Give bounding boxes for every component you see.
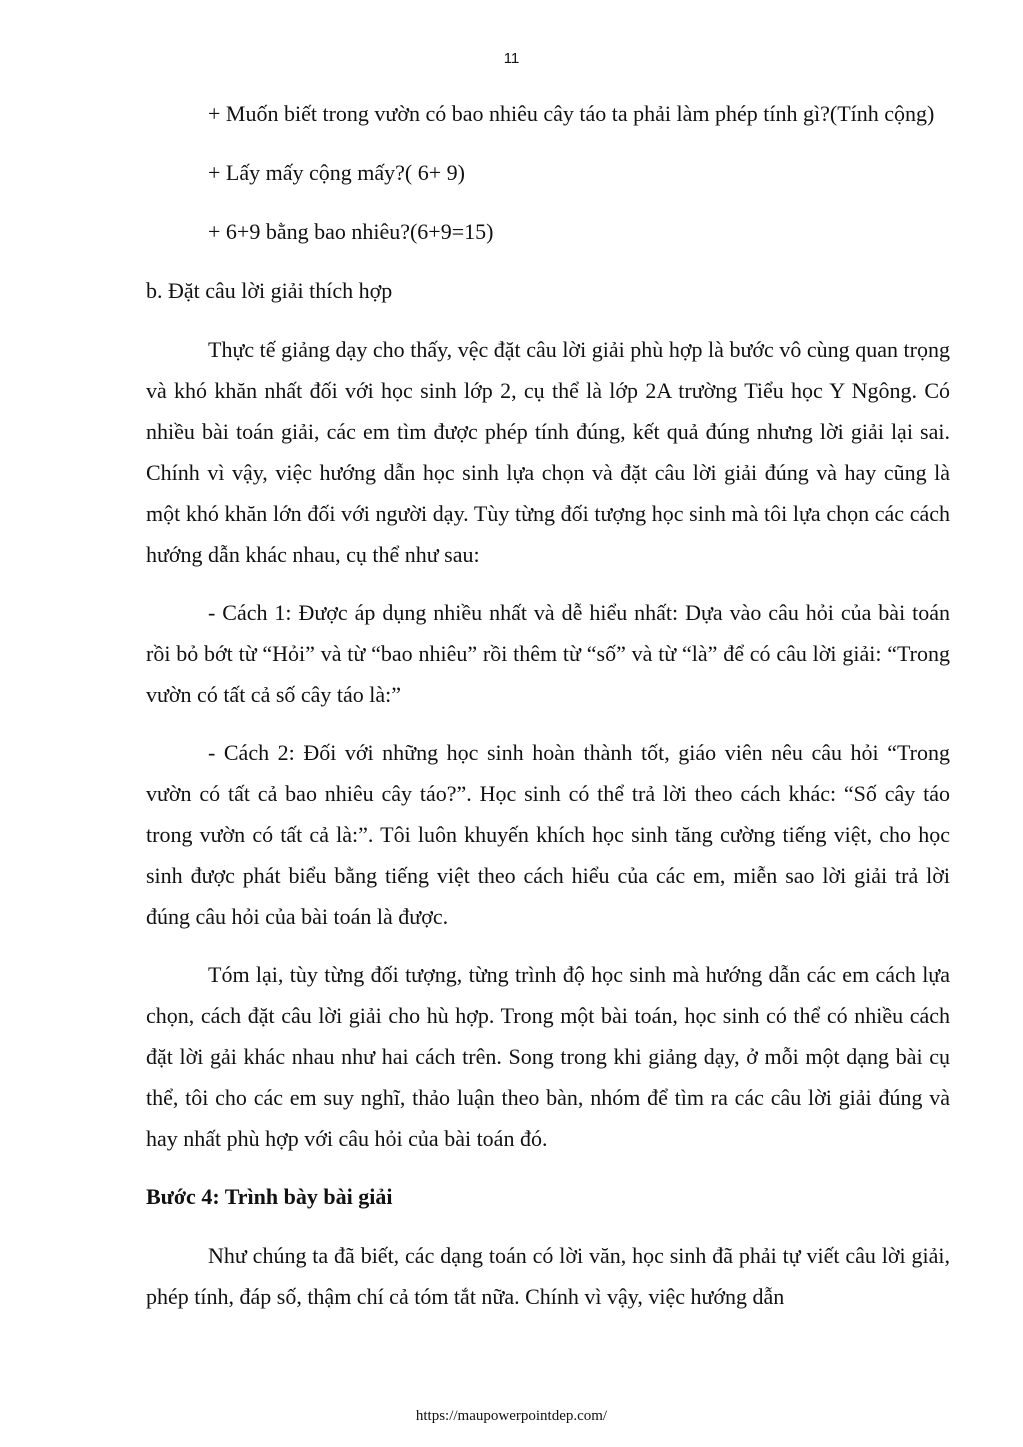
document-body	[146, 93, 950, 1317]
paragraph-summary: Tóm lại, tùy từng đối tượng, từng trình độ học sinh mà hướng dẫn các em cách lựa chọn, cách đặt câu lời giải cho hù hợp. Trong một bài toán, học sinh có thể có nhiều cách đặt lời gải khác nhau như hai cách trên. Song trong khi giảng dạy, ở mỗi một dạng bài cụ thể, tôi cho các em suy nghĩ, thảo luận theo bàn, nhóm để tìm ra các câu lời giải đúng và hay nhất phù hợp với câu hỏi của bài toán đó.	[146, 962, 950, 1151]
paragraph-question-addends: + Lấy mấy cộng mấy?( 6+ 9)	[208, 160, 465, 185]
section-heading-b: b. Đặt câu lời giải thích hợp	[146, 278, 393, 303]
paragraph-teaching-reality: Thực tế giảng dạy cho thấy, vệc đặt câu lời giải phù hợp là bước vô cùng quan trọng và khó khăn nhất đối với học sinh lớp 2, cụ thể là lớp 2A trường Tiểu học Y Ngông. Có nhiều bài toán giải, các em tìm được phép tính đúng, kết quả đúng nhưng lời giải lại sai. Chính vì vậy, việc hướng dẫn học sinh lựa chọn và đặt câu lời giải đúng và hay cũng là một khó khăn lớn đối với người dạy. Tùy từng đối tượng học sinh mà tôi lựa chọn các cách hướng dẫn khác nhau, cụ thể như sau:	[146, 337, 950, 567]
paragraph-method-2: - Cách 2: Đối với những học sinh hoàn thành tốt, giáo viên nêu câu hỏi “Trong vườn có tất cả bao nhiêu cây táo?”. Học sinh có thể trả lời theo cách khác: “Số cây táo trong vườn có tất cả là:”. Tôi luôn khuyến khích học sinh tăng cường tiếng việt, cho học sinh được phát biểu bằng tiếng việt theo cách hiểu của các em, miễn sao lời giải trả lời đúng câu hỏi của bài toán là được.	[146, 740, 950, 929]
page-number: 11	[503, 50, 520, 67]
paragraph-question-result: + 6+9 bằng bao nhiêu?(6+9=15)	[208, 219, 494, 244]
paragraph-method-1: - Cách 1: Được áp dụng nhiều nhất và dễ hiểu nhất: Dựa vào câu hỏi của bài toán rồi bỏ bớt từ “Hỏi” và từ “bao nhiêu” rồi thêm từ “số” và từ “là” để có câu lời giải: “Trong vườn có tất cả số cây táo là:”	[146, 600, 950, 707]
step-4-heading: Bước 4: Trình bày bài giải	[146, 1184, 393, 1209]
paragraph-presentation: Như chúng ta đã biết, các dạng toán có lời văn, học sinh đã phải tự viết câu lời giải, phép tính, đáp số, thậm chí cả tóm tắt nữa. Chính vì vậy, việc hướng dẫn	[146, 1243, 950, 1309]
paragraph-question-operation: + Muốn biết trong vườn có bao nhiêu cây táo ta phải làm phép tính gì?(Tính cộng)	[208, 101, 935, 126]
footer-url: https://maupowerpointdep.com/	[415, 1408, 608, 1424]
